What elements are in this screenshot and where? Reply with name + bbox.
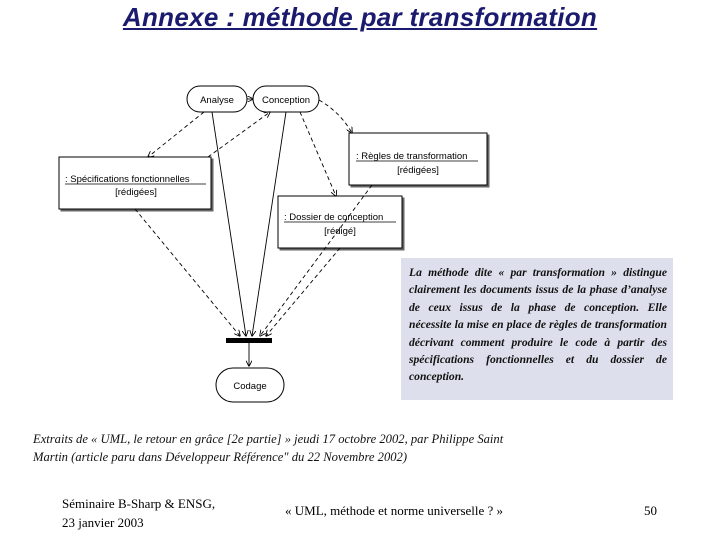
object-specifications-fonctionnelles (59, 157, 211, 209)
object-regles-transformation (349, 133, 487, 185)
activity-conception (253, 86, 319, 112)
regles-name: : Règles de transformation (356, 151, 468, 162)
dossier-state: [rédigé] (324, 226, 356, 237)
footer-talk-title: « UML, méthode et norme universelle ? » (285, 503, 504, 518)
flow-specs-conception (208, 112, 270, 157)
codage-label: Codage (233, 381, 267, 392)
extract-line-1: Extraits de « UML, le retour en grâce [2e partie] » jeudi 17 octobre 2002, par Philippe Saint (33, 432, 504, 446)
extract-line-2: Martin (article paru dans Développeur Référence" du 22 Novembre 2002) (33, 450, 408, 464)
source-extract (33, 430, 593, 466)
flow-analyse-sync (212, 112, 246, 336)
sync-bar (226, 338, 272, 343)
specs-name: : Spécifications fonctionnelles (65, 174, 190, 185)
flow-analyse-specs (148, 112, 204, 157)
footer-event (62, 494, 215, 532)
footer-event-line-2: 23 janvier 2003 (62, 515, 144, 530)
flow-conception-regles (319, 100, 352, 133)
note-text: La méthode dite « par transformation » distingue clairement les documents issus de la phase d’analyse de ceux issus de la phase de conception. Elle nécessite la mise en place de règles de transformation décrivant comment produire le code à partir des spécifications fonctionnelles et du dossier de conception. (409, 266, 667, 384)
footer-event-line-1: Séminaire B-Sharp & ENSG, (62, 496, 216, 511)
flow-dossier-sync (266, 248, 340, 336)
activity-codage (216, 368, 284, 402)
slide-title: Annexe : méthode par transformation (122, 2, 598, 32)
conception-label: Conception (261, 95, 311, 106)
flow-conception-dossier (300, 112, 336, 196)
specs-state: [rédigées] (115, 187, 157, 198)
page-number: 50 (644, 503, 657, 518)
flow-lines (135, 99, 372, 366)
method-description-note (401, 258, 673, 400)
analyse-label: Analyse (200, 95, 234, 106)
dossier-name: : Dossier de conception (284, 212, 384, 223)
regles-state: [rédigées] (397, 165, 439, 176)
activity-analyse (187, 86, 247, 112)
object-dossier-conception (278, 196, 402, 248)
flow-specs-sync (135, 209, 240, 336)
